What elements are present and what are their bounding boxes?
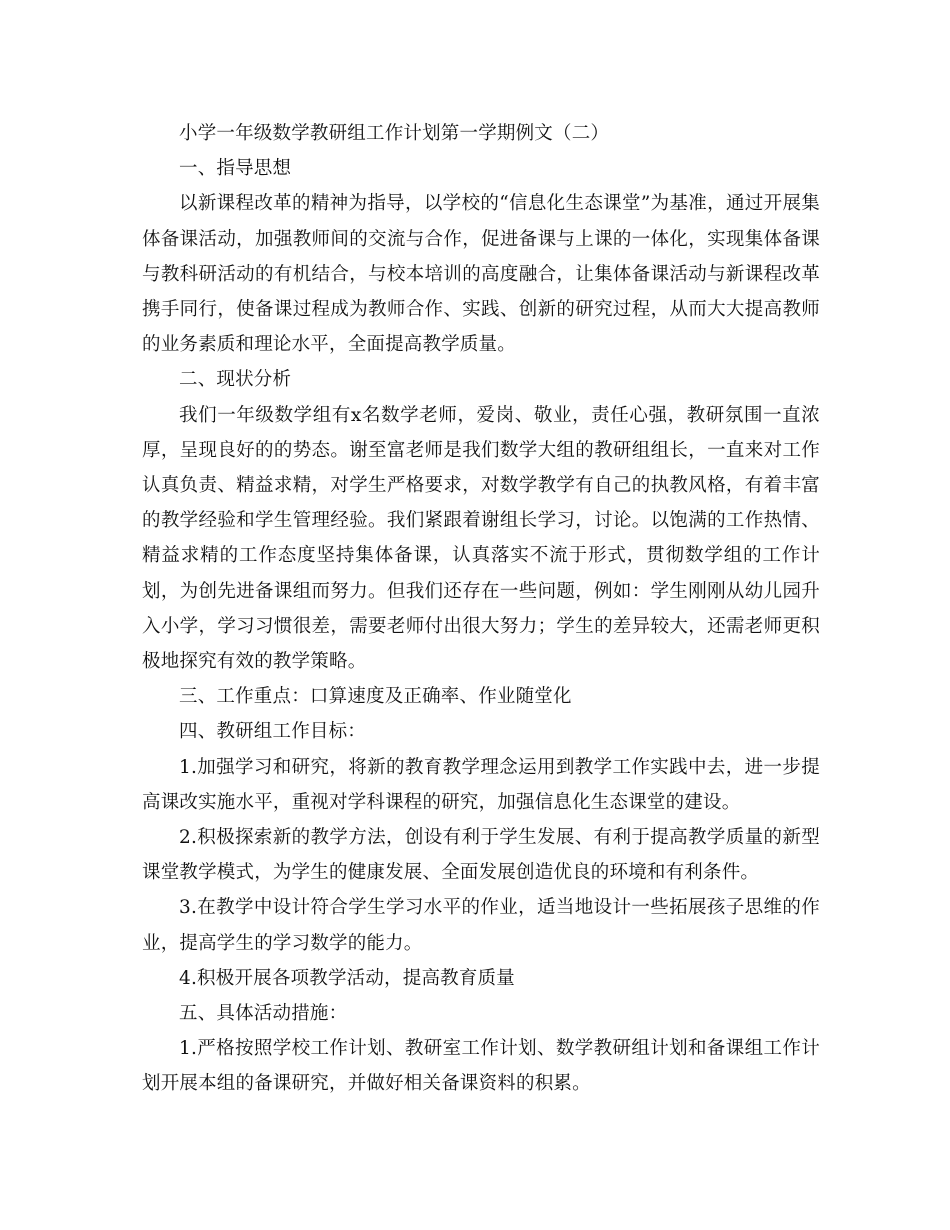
section-heading-guiding-ideology: 一、指导思想 (179, 158, 292, 180)
section-heading-work-goals: 四、教研组工作目标： (179, 721, 367, 743)
paragraph-guiding-ideology: 以新课程改革的精神为指导，以学校的“信息化生态课堂”为基准，通过开展集体备课活动，加强教师间的交流与合作，促进备课与上课的一体化，实现集体备课与教科研活动的有机结合，与校本培训的高度融合，让集体备课活动与新课程改革携手同行，使备课过程成为教师合作、实践、创新的研究过程，从而大大提高教师的业务素质和理论水平，全面提高教学质量。 (142, 193, 820, 356)
document-body (142, 116, 820, 1102)
paragraph-status-analysis: 我们一年级数学组有x名数学老师，爱岗、敬业，责任心强，教研氛围一直浓厚，呈现良好的的势态。谢至富老师是我们数学大组的教研组组长，一直来对工作认真负责、精益求精，对学生严格要求，对数学教学有自己的执教风格，有着丰富的教学经验和学生管理经验。我们紧跟着谢组长学习，讨论。以饱满的工作热情、精益求精的工作态度坚持集体备课，认真落实不流于形式，贯彻数学组的工作计划，为创先进备课组而努力。但我们还存在一些问题，例如：学生刚刚从幼儿园升入小学，学习习惯很差，需要老师付出很大努力；学生的差异较大，还需老师更积极地探究有效的教学策略。 (142, 404, 820, 673)
goal-item-4: 4.积极开展各项教学活动，提高教育质量 (179, 967, 515, 989)
section-heading-activity-measures: 五、具体活动措施： (179, 1003, 348, 1025)
section-heading-status-analysis: 二、现状分析 (179, 369, 292, 391)
goal-item-2: 2.积极探索新的教学方法，创设有利于学生发展、有利于提高教学质量的新型课堂教学模式，为学生的健康发展、全面发展创造优良的环境和有利条件。 (142, 827, 820, 884)
document-title: 小学一年级数学教研组工作计划第一学期例文（二） (179, 123, 610, 144)
section-heading-work-focus: 三、工作重点：口算速度及正确率、作业随堂化 (179, 686, 572, 708)
goal-item-3: 3.在教学中设计符合学生学习水平的作业，适当地设计一些拓展孩子思维的作业，提高学生的学习数学的能力。 (142, 897, 820, 954)
measure-item-1: 1.严格按照学校工作计划、教研室工作计划、数学教研组计划和备课组工作计划开展本组的备课研究，并做好相关备课资料的积累。 (142, 1038, 820, 1095)
goal-item-1: 1.加强学习和研究，将新的教育教学理念运用到教学工作实践中去，进一步提高课改实施水平，重视对学科课程的研究，加强信息化生态课堂的建设。 (142, 756, 820, 813)
